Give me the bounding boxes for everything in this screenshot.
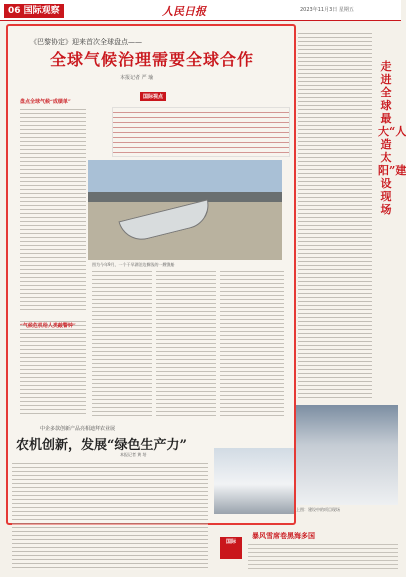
feature-kicker: 《巴黎协定》迎来首次全球盘点——	[30, 38, 142, 46]
feature-byline: 本报记者 严 瑜	[120, 75, 154, 81]
body-column-4	[220, 268, 284, 418]
side-column	[298, 30, 372, 400]
feature-subhead-1: 盘点全球气候“成绩单”	[20, 99, 71, 105]
bottom-heading[interactable]: 暴风雪席卷黑海多国	[252, 531, 315, 540]
second-byline: 本报记者 黄 培	[120, 452, 147, 457]
side-title[interactable]: 走进全球最大“人造太阳”建设现场	[378, 60, 406, 216]
side-photo-caption: 上图：建设中的项目现场	[296, 507, 340, 512]
feature-title[interactable]: 全球气候治理需要全球合作	[49, 50, 254, 69]
side-photo	[296, 405, 398, 505]
column-logo: 国际	[220, 537, 242, 559]
bottom-text	[248, 541, 398, 571]
page-header	[0, 0, 401, 20]
dateline: 2023年11月3日 星期五	[300, 7, 354, 13]
feature-subhead-2: “气候危机给人类敲警钟”	[20, 323, 76, 329]
photo-caption: 图为今年9月，一个干旱湖泊边搁浅的一艘渔船	[92, 262, 175, 267]
feature-tag: 国际视点	[140, 92, 166, 101]
body-column-2	[92, 268, 152, 418]
second-title[interactable]: 农机创新，发展“绿色生产力”	[16, 438, 187, 453]
masthead: 人民日报	[162, 5, 206, 18]
header-rule	[0, 20, 401, 21]
body-column-1	[20, 106, 86, 311]
second-body	[12, 460, 208, 570]
body-column-1b	[20, 318, 86, 416]
second-kicker: 中企多款创新产品亮相迪拜农业展	[40, 426, 116, 432]
section-tag: 06 国际观察	[4, 4, 64, 18]
lead-paragraph	[112, 107, 290, 157]
body-column-3	[156, 268, 216, 418]
snow-photo	[214, 448, 294, 514]
